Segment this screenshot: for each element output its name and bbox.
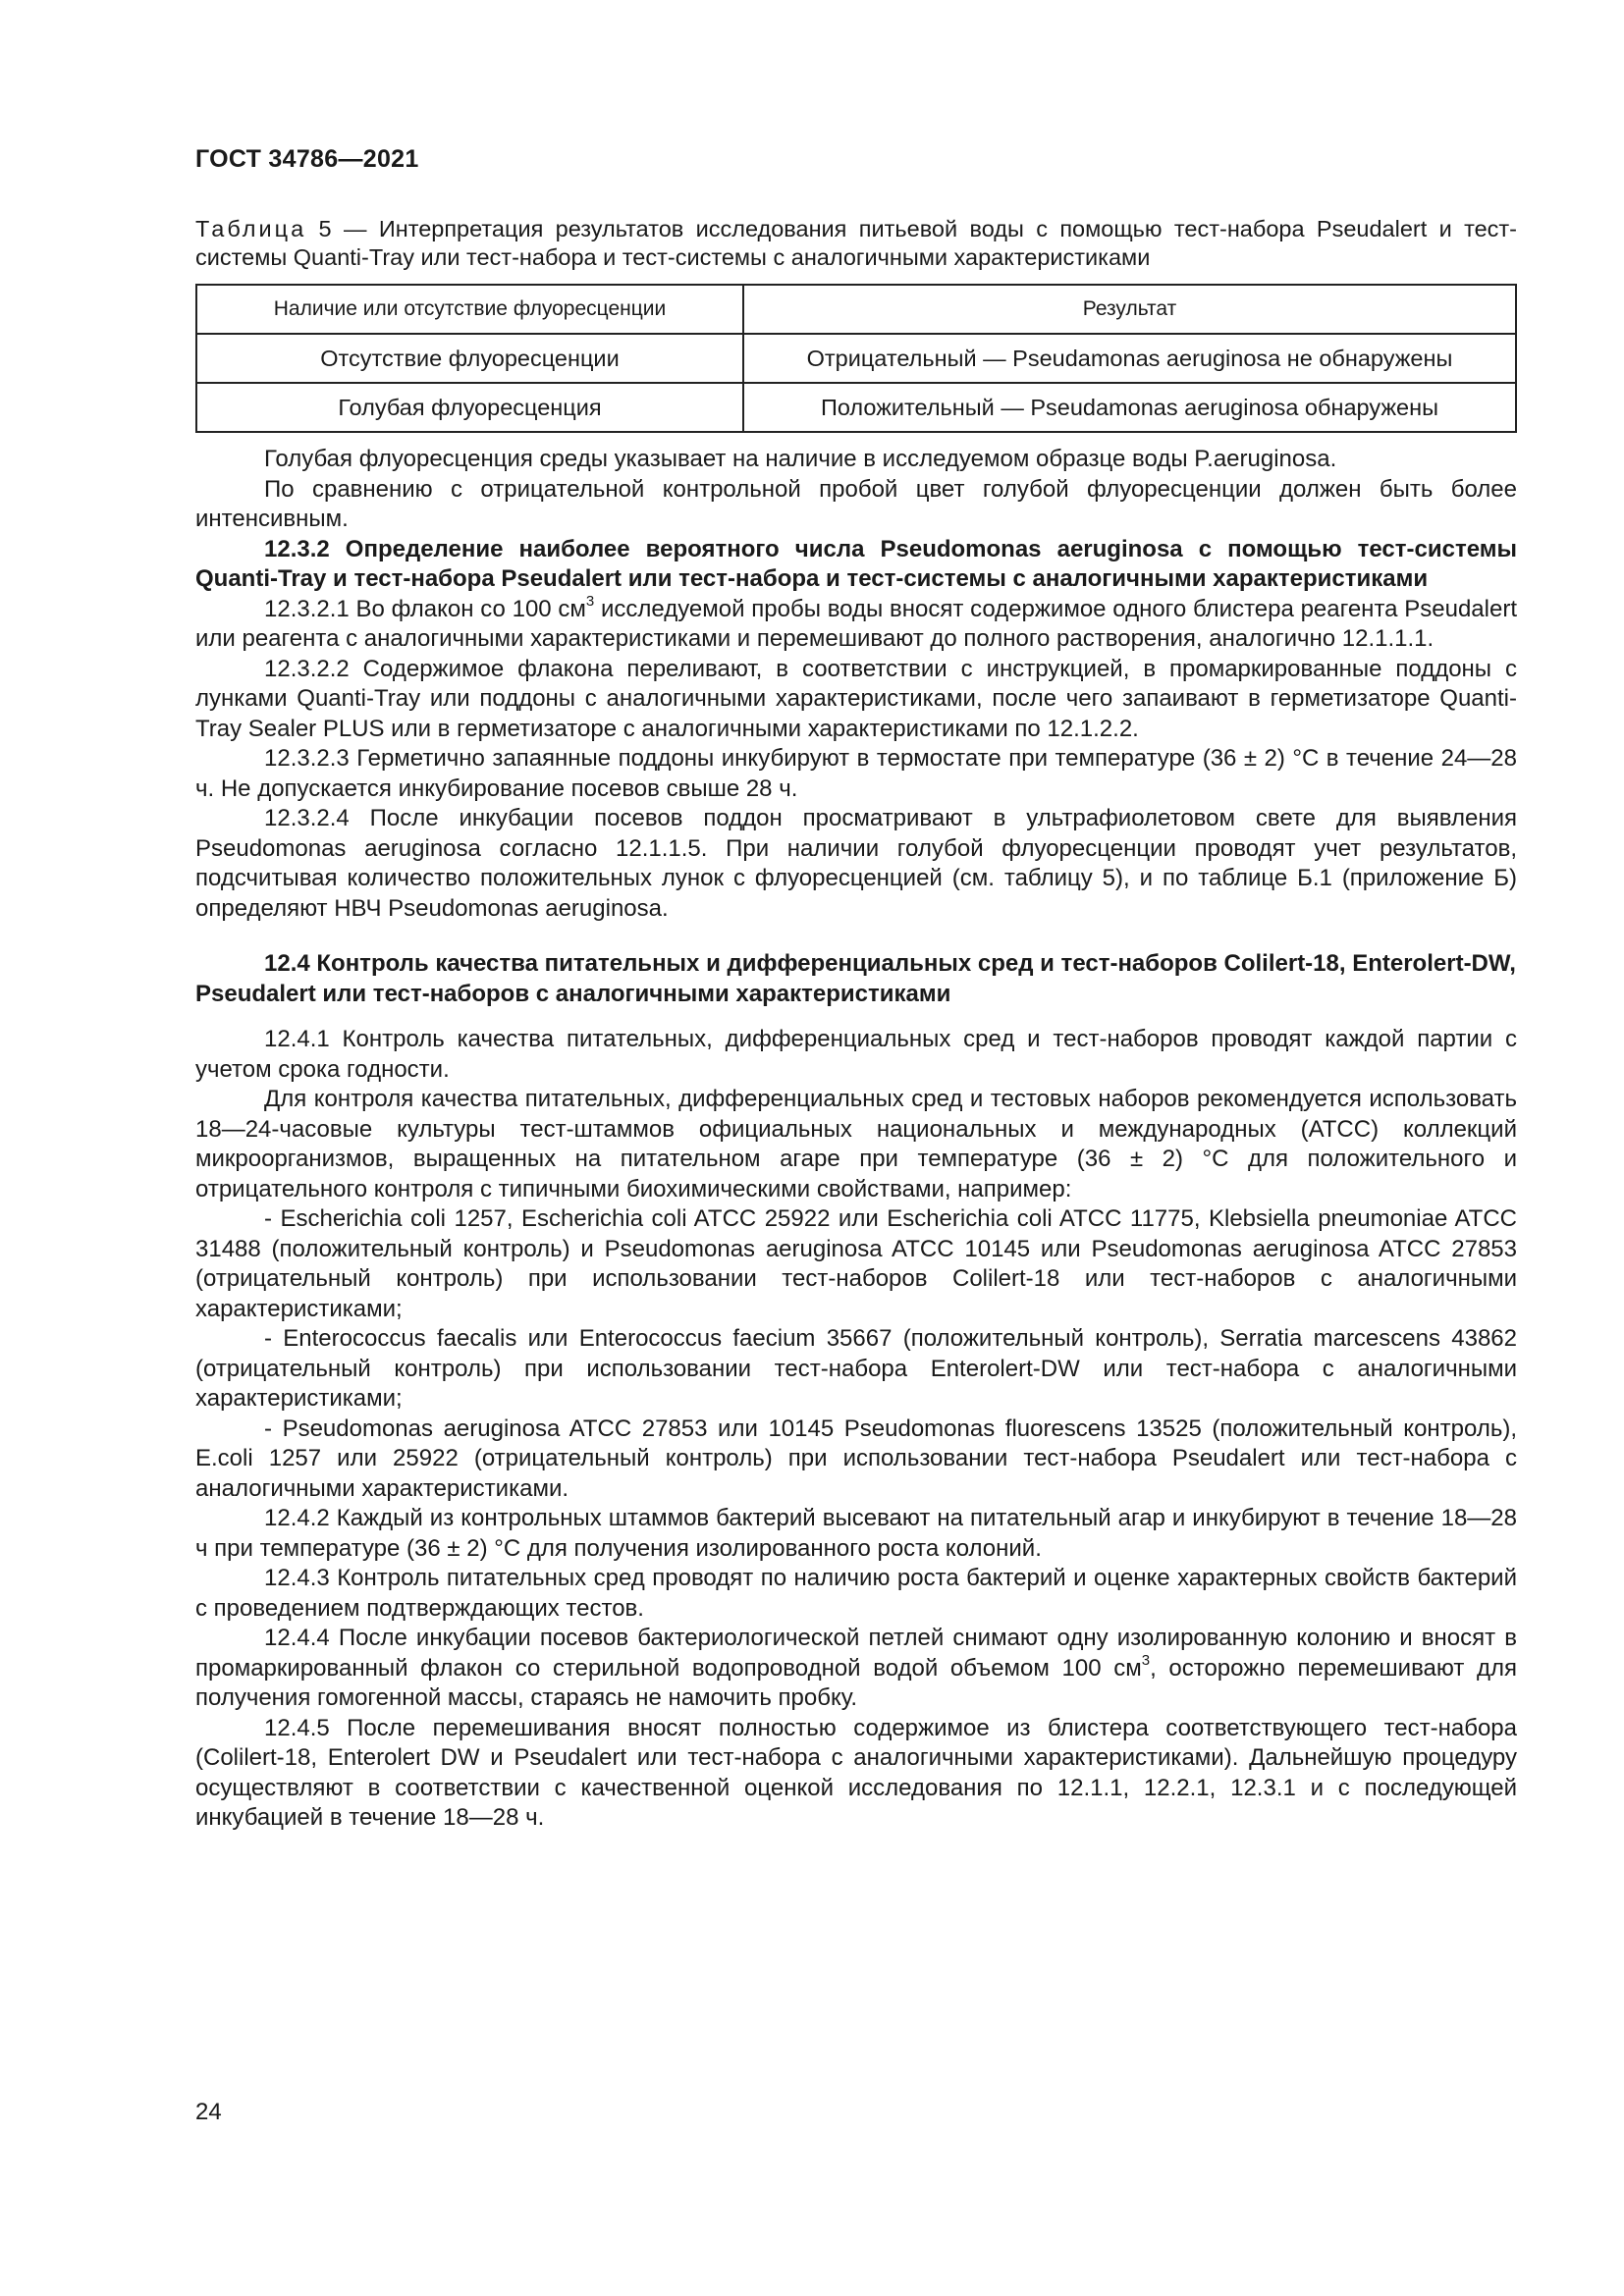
paragraph: Голубая флуоресценция среды указывает на наличие в исследуемом образце воды P.aeruginosa. bbox=[264, 446, 1337, 472]
paragraph-12-3-2-2: 12.3.2.2 Содержимое флакона переливают, в соответствии с инструкцией, в промаркированные поддоны с лунками Quanti-Tray или поддоны с аналогичными характеристиками, после чего запаивают в герметизаторе Quanti-Tray Sealer PLUS или в герметизаторе с аналогичными характеристиками по 12.1.2.2. bbox=[195, 655, 1517, 742]
paragraph-12-3-2-1 bbox=[195, 592, 1517, 655]
table-cell: Положительный — Pseudamonas aeruginosa обнаружены bbox=[743, 383, 1516, 432]
table-cell: Отрицательный — Pseudamonas aeruginosa не обнаружены bbox=[743, 334, 1516, 383]
list-item: - Pseudomonas aeruginosa ATCC 27853 или 10145 Pseudomonas fluorescens 13525 (положительный контроль), E.coli 1257 или 25922 (отрицательный контроль) при использовании тест-набора Pseudalert или тест-набора с аналогичными характеристиками. bbox=[195, 1415, 1517, 1502]
paragraph-12-4-1: 12.4.1 Контроль качества питательных, дифференциальных сред и тест-наборов проводят каждой партии с учетом срока годности. bbox=[195, 1026, 1517, 1083]
paragraph-12-4-5: 12.4.5 После перемешивания вносят полностью содержимое из блистера соответствующего тест-набора (Colilert-18, Enterolert DW и Pseudalert или тест-набора с аналогичными характеристиками). Дальнейшую процедуру осуществляют в соответствии с качественной оценкой исследования по 12.1.1, 12.2.1, 12.3.1 и с последующей инкубацией в течение 18—28 ч. bbox=[195, 1714, 1517, 1831]
paragraph-12-4-3: 12.4.3 Контроль питательных сред проводят по наличию роста бактерий и оценке характерных свойств бактерий с проведением подтверждающих тестов. bbox=[195, 1565, 1517, 1622]
table-row bbox=[196, 334, 1516, 383]
paragraph-12-4-4 bbox=[195, 1624, 1517, 1714]
text-span: , осторожно перемешивают для получения гомогенной массы, стараясь не намочить пробку. bbox=[195, 1654, 1517, 1711]
section-heading-12-4: 12.4 Контроль качества питательных и дифференциальных сред и тест-наборов Colilert-18, Enterolert-DW, Pseudalert или тест-наборов с аналогичными характеристиками bbox=[195, 950, 1516, 1007]
table-header-cell: Наличие или отсутствие флуоресценции bbox=[196, 285, 743, 334]
page-number: 24 bbox=[195, 2099, 222, 2125]
table-caption-text: 5 — Интерпретация результатов исследования питьевой воды с помощью тест-набора Pseudalert и тест-системы Quanti-Tray или тест-набора и тест-системы с аналогичными характеристиками bbox=[195, 216, 1518, 270]
paragraph: Для контроля качества питательных, дифференциальных сред и тестовых наборов рекомендуется использовать 18—24-часовые культуры тест-штаммов официальных национальных и международных (АТСС) коллекций микроорганизмов, выращенных на питательном агаре при температуре (36 ± 2) °С для положительного и отрицательного контроля с типичными биохимическими свойствами, например: bbox=[195, 1086, 1517, 1202]
table-cell: Голубая флуоресценция bbox=[196, 383, 743, 432]
table-row bbox=[196, 383, 1516, 432]
table-cell: Отсутствие флуоресценции bbox=[196, 334, 743, 383]
paragraph-12-3-2-3: 12.3.2.3 Герметично запаянные поддоны инкубируют в термостате при температуре (36 ± 2) °С в течение 24—28 ч. Не допускается инкубирование посевов свыше 28 ч. bbox=[195, 745, 1517, 802]
paragraph-12-3-2-4: 12.3.2.4 После инкубации посевов поддон просматривают в ультрафиолетовом свете для выявления Pseudomonas aeruginosa согласно 12.1.1.5. При наличии голубой флуоресценции проводят учет результатов, подсчитывая количество положительных лунок с флуоресценцией (см. таблицу 5), и по таблице Б.1 (приложение Б) определяют НВЧ Pseudomonas aeruginosa. bbox=[195, 805, 1517, 922]
document-page bbox=[195, 145, 1517, 1834]
text-span: 12.4.4 После инкубации посевов бактериологической петлей снимают одну изолированную колонию и вносят в промаркированный флакон со стерильной водопроводной водой объемом 100 см bbox=[195, 1625, 1517, 1682]
list-item: - Escherichia coli 1257, Escherichia coli ATCC 25922 или Escherichia coli ATCC 11775, Klebsiella pneumoniae ATCC 31488 (положительный контроль) и Pseudomonas aeruginosa ATCC 10145 или Pseudomonas aeruginosa ATCC 27853 (отрицательный контроль) при использовании тест-наборов Colilert-18 или тест-наборов с аналогичными характеристиками; bbox=[195, 1205, 1517, 1322]
results-table bbox=[195, 284, 1517, 433]
list-item: - Enterococcus faecalis или Enterococcus faecium 35667 (положительный контроль), Serratia marcescens 43862 (отрицательный контроль) при использовании тест-набора Enterolert-DW или тест-набора с аналогичными характеристиками; bbox=[195, 1325, 1517, 1412]
superscript: 3 bbox=[1141, 1651, 1151, 1669]
table-caption-label: Таблица bbox=[195, 216, 307, 241]
page-header: ГОСТ 34786—2021 bbox=[195, 145, 419, 173]
section-heading-12-3-2: 12.3.2 Определение наиболее вероятного числа Pseudomonas aeruginosa с помощью тест-системы Quanti-Tray и тест-набора Pseudalert или тест-набора и тест-системы с аналогичными характеристиками bbox=[195, 535, 1517, 592]
text-span: исследуемой пробы воды вносят содержимое одного блистера реагента Pseudalert или реагента с аналогичными характеристиками и перемешивают до полного растворения, аналогично 12.1.1.1. bbox=[195, 595, 1517, 652]
superscript: 3 bbox=[585, 592, 595, 610]
paragraph-12-4-2: 12.4.2 Каждый из контрольных штаммов бактерий высевают на питательный агар и инкубируют в течение 18—28 ч при температуре (36 ± 2) °С для получения изолированного роста колоний. bbox=[195, 1505, 1517, 1562]
paragraph: По сравнению с отрицательной контрольной пробой цвет голубой флуоресценции должен быть более интенсивным. bbox=[195, 475, 1517, 532]
table-header-row bbox=[196, 285, 1516, 334]
table-header-cell: Результат bbox=[743, 285, 1516, 334]
table-caption bbox=[195, 215, 1517, 272]
text-span: 12.3.2.1 Во флакон со 100 см bbox=[264, 595, 586, 622]
